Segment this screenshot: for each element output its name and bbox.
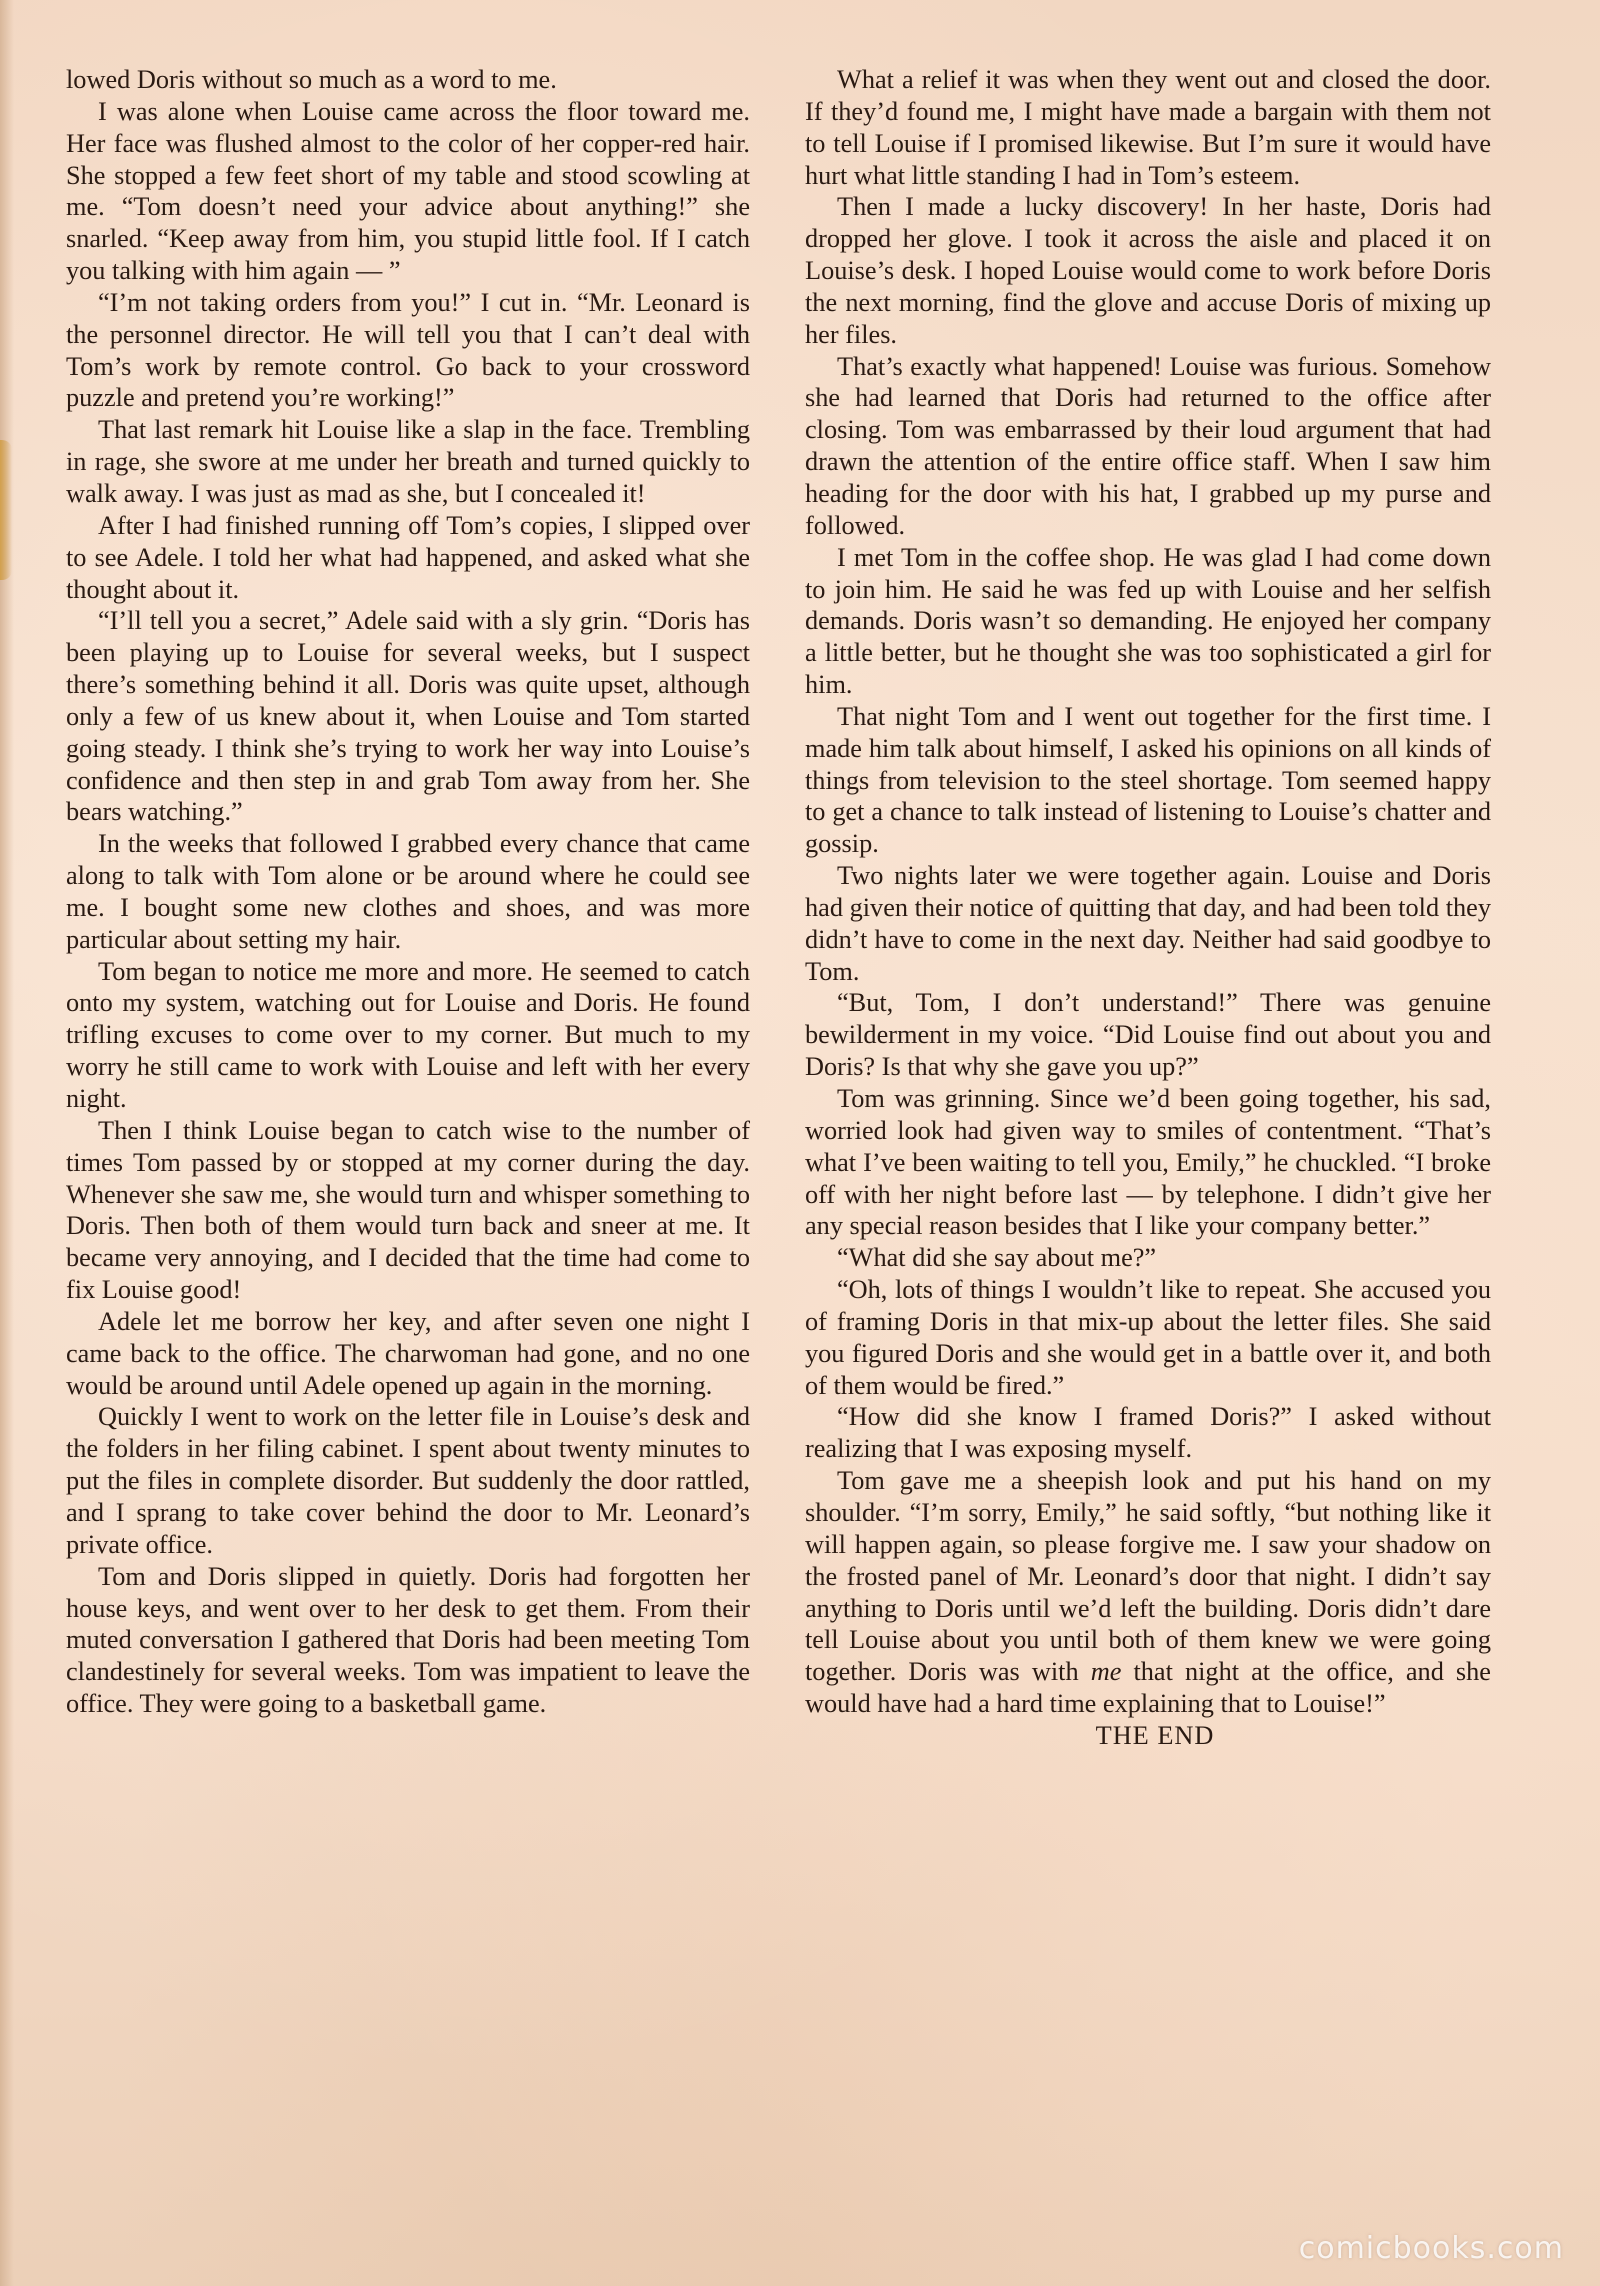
- story-paragraph: After I had finished running off Tom’s copies, I slipped over to see Adele. I told her what had happened, and asked what she thought about it.: [66, 510, 750, 604]
- story-paragraph: I met Tom in the coffee shop. He was glad I had come down to join him. He said he was fed up with Louise and her selfish demands. Doris wasn’t so demanding. He enjoyed her company a little better, but he thought she was too sophisticated a girl for him.: [805, 542, 1491, 700]
- story-paragraph: “Oh, lots of things I wouldn’t like to repeat. She accused you of framing Doris in that mix-up about the letter files. She said you figured Doris and she would get in a battle over it, and both of them would be fired.”: [805, 1275, 1491, 1400]
- story-paragraph: That’s exactly what happened! Louise was furious. Somehow she had learned that Doris had returned to the office after closing. Tom was embarrassed by their loud argument that had drawn the attention of the entire office staff. When I saw him heading for the door with his hat, I grabbed up my purse and followed.: [805, 351, 1491, 540]
- story-column-left: [66, 64, 750, 1720]
- story-paragraph: Two nights later we were together again. Louise and Doris had given their notice of quitting that day, and had been told they didn’t have to come in the next day. Neither had said goodbye to Tom.: [805, 861, 1491, 986]
- story-paragraph: “How did she know I framed Doris?” I asked without realizing that I was exposing myself.: [805, 1402, 1491, 1464]
- story-paragraph: “But, Tom, I don’t understand!” There was genuine bewilderment in my voice. “Did Louise find out about you and Doris? Is that why she gave you up?”: [805, 988, 1491, 1082]
- story-paragraph: Tom gave me a sheepish look and put his hand on my shoulder. “I’m sorry, Emily,” he said softly, “but nothing like it will happen again, so please forgive me. I saw your shadow on the frosted panel of Mr. Leonard’s door that night. I didn’t say anything to Doris until we’d left the building. Doris didn’t dare tell Louise about you until both of them knew we were going together. Doris was with me that night at the office, and she would have had a hard time explaining that to Louise!”: [805, 1466, 1491, 1719]
- story-paragraph: Tom was grinning. Since we’d been going together, his sad, worried look had given way to smiles of contentment. “That’s what I’ve been waiting to tell you, Emily,” he chuckled. “I broke off with her night before last — by telephone. I didn’t give her any special reason besides that I like your company better.”: [805, 1084, 1491, 1241]
- story-paragraph: That night Tom and I went out together for the first time. I made him talk about himself, I asked his opinions on all kinds of things from television to the steel shortage. Tom seemed happy to get a chance to talk instead of listening to Louise’s chatter and gossip.: [805, 701, 1491, 859]
- story-paragraph: In the weeks that followed I grabbed every chance that came along to talk with Tom alone or be around where he could see me. I bought some new clothes and shoes, and was more particular about setting my hair.: [66, 829, 750, 954]
- story-paragraph: “I’ll tell you a secret,” Adele said with a sly grin. “Doris has been playing up to Louise for several weeks, but I suspect there’s something behind it all. Doris was quite upset, although only a few of us knew about it, when Louise and Tom started going steady. I think she’s trying to work her way into Louise’s confidence and then step in and grab Tom away from her. She bears watching.”: [66, 606, 750, 827]
- story-paragraph: “What did she say about me?”: [837, 1243, 1157, 1273]
- story-paragraph: I was alone when Louise came across the floor toward me. Her face was flushed almost to the color of her copper-red hair. She stopped a few feet short of my table and stood scowling at me. “Tom doesn’t need your advice about anything!” she snarled. “Keep away from him, you stupid little fool. If I catch you talking with him again — ”: [66, 96, 750, 286]
- story-paragraph: Then I made a lucky discovery! In her haste, Doris had dropped her glove. I took it across the aisle and placed it on Louise’s desk. I hoped Louise would come to work before Doris the next morning, find the glove and accuse Doris of mixing up her files.: [805, 192, 1491, 349]
- story-paragraph: Adele let me borrow her key, and after seven one night I came back to the office. The charwoman had gone, and no one would be around until Adele opened up again in the morning.: [66, 1306, 750, 1400]
- the-end-label: THE END: [1095, 1720, 1215, 1750]
- site-watermark: comicbooks.com: [1298, 2231, 1564, 2266]
- story-paragraph: lowed Doris without so much as a word to me.: [66, 65, 557, 94]
- story-column-right-paragraphs: [805, 64, 1491, 1720]
- story-paragraph: That last remark hit Louise like a slap in the face. Trembling in rage, she swore at me under her breath and turned quickly to walk away. I was just as mad as she, but I concealed it!: [66, 415, 750, 508]
- story-paragraph: Then I think Louise began to catch wise to the number of times Tom passed by or stopped at my corner during the day. Whenever she saw me, she would turn and whisper something to Doris. Then both of them would turn back and sneer at me. It became very annoying, and I decided that the time had come to fix Louise good!: [66, 1115, 750, 1305]
- story-paragraph: Tom began to notice me more and more. He seemed to catch onto my system, watching out for Louise and Doris. He found trifling excuses to come over to my corner. But much to my worry he still came to work with Louise and left with her every night.: [66, 956, 750, 1113]
- story-paragraph: “I’m not taking orders from you!” I cut in. “Mr. Leonard is the personnel director. He will tell you that I can’t deal with Tom’s work by remote control. Go back to your crossword puzzle and pretend you’re working!”: [66, 287, 750, 413]
- story-paragraph: What a relief it was when they went out and closed the door. If they’d found me, I might have made a bargain with them not to tell Louise if I promised likewise. But I’m sure it would have hurt what little standing I had in Tom’s esteem.: [805, 65, 1491, 190]
- story-paragraph: Quickly I went to work on the letter file in Louise’s desk and the folders in her filing cabinet. I spent about twenty minutes to put the files in complete disorder. But suddenly the door rattled, and I sprang to take cover behind the door to Mr. Leonard’s private office.: [66, 1402, 750, 1559]
- page-edge-shadow: [0, 0, 14, 2286]
- story-paragraph: Tom and Doris slipped in quietly. Doris had forgotten her house keys, and went over to her desk to get them. From their muted conversation I gathered that Doris had been meeting Tom clandestinely for several weeks. Tom was impatient to leave the office. They were going to a basketball game.: [66, 1561, 750, 1719]
- story-column-right: [805, 64, 1491, 1752]
- page-edge-stain: [0, 440, 12, 580]
